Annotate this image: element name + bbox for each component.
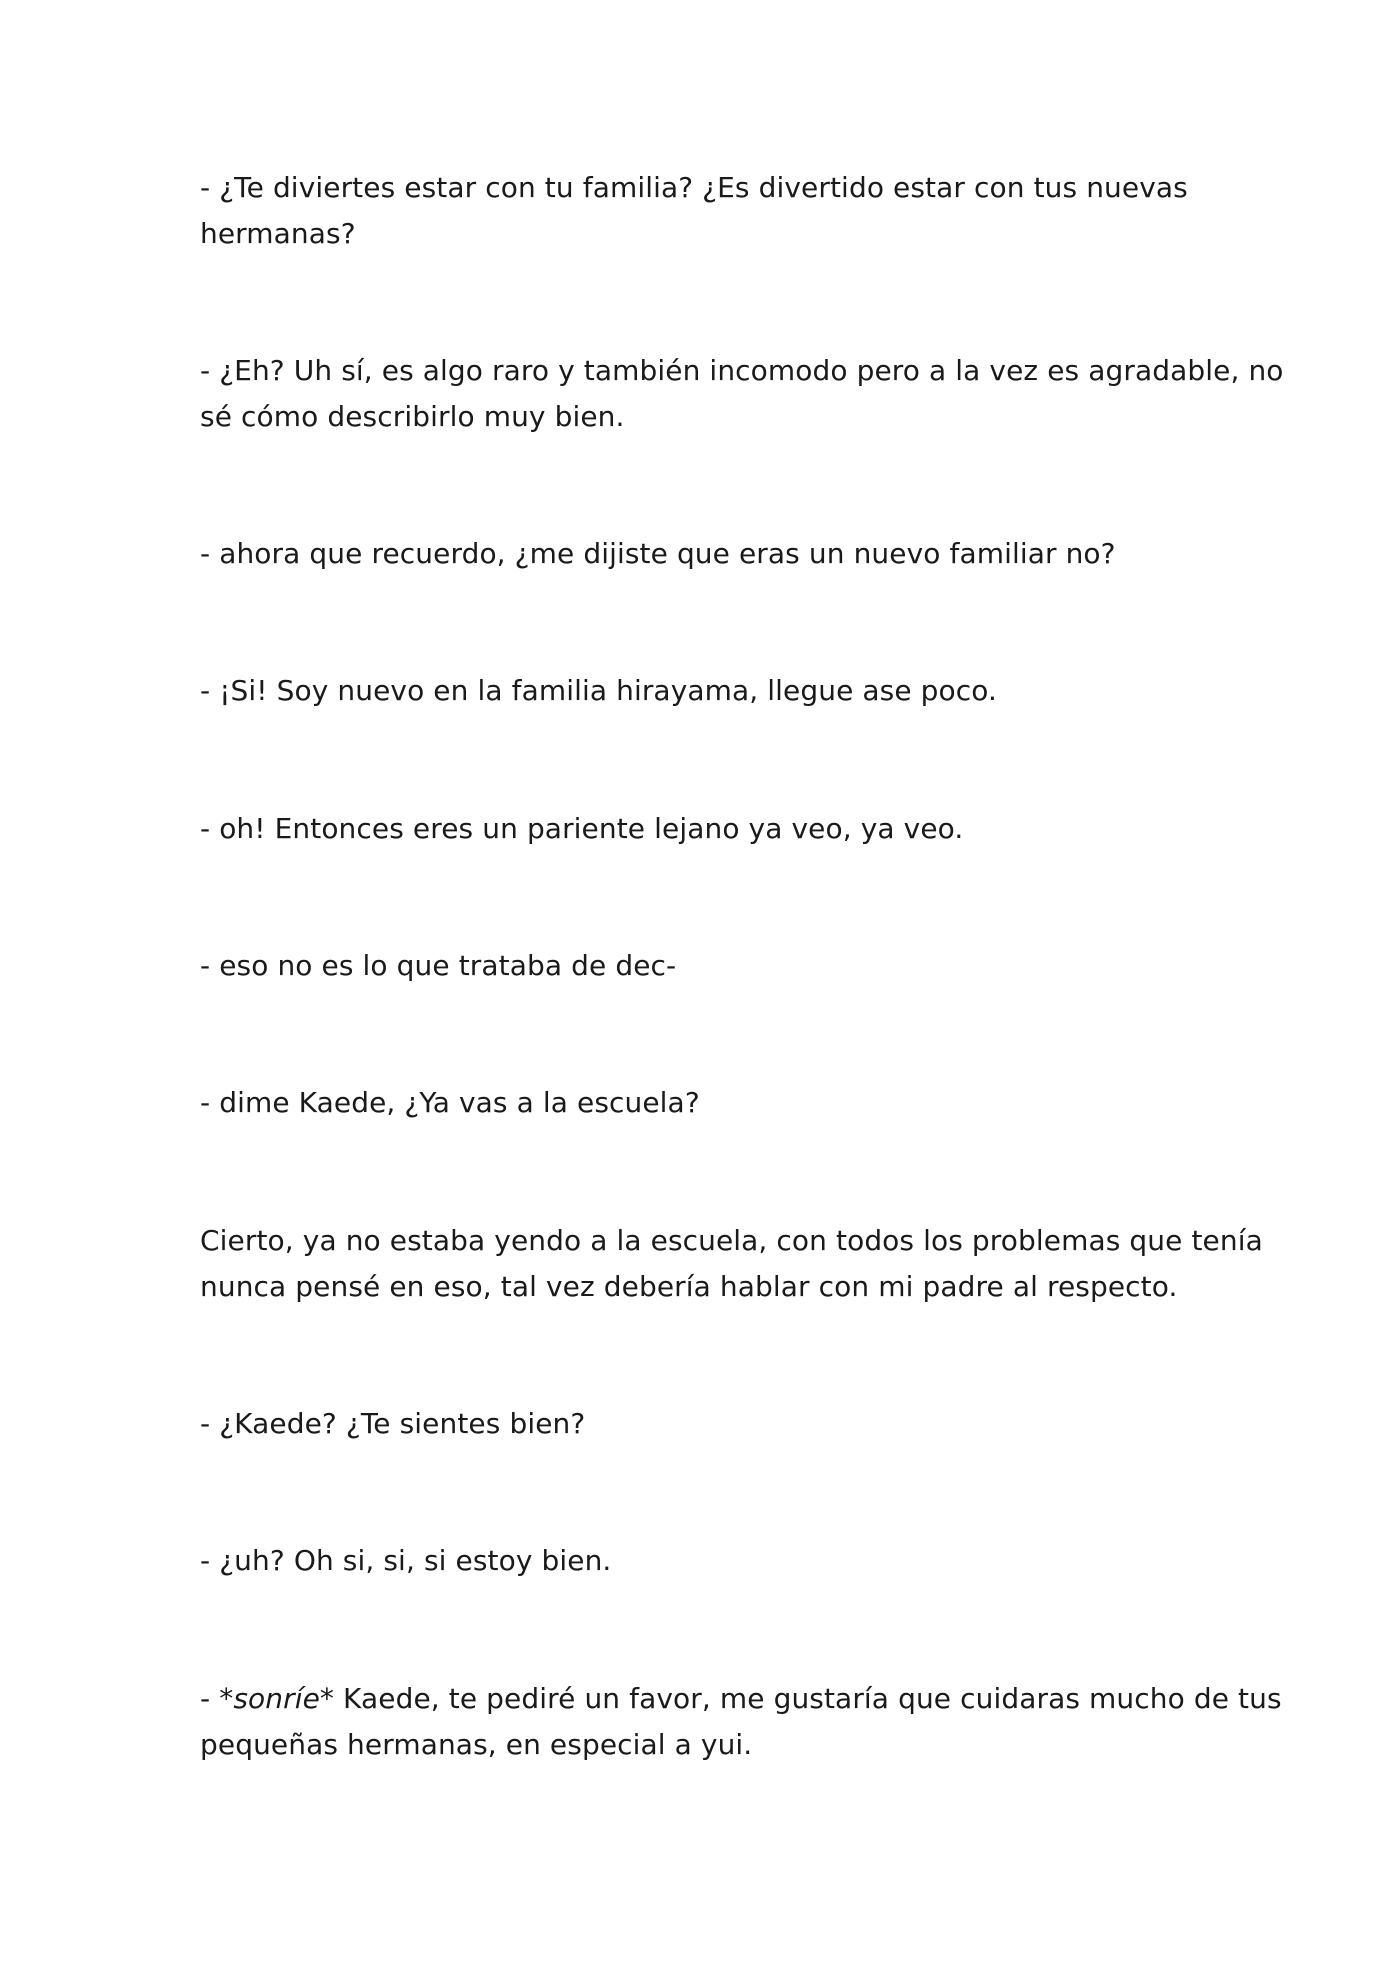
dialogue-text: Kaede, te pediré un favor, me gustaría que cuidaras mucho de tus — [334, 1682, 1282, 1715]
text-line: sé cómo describirlo muy bien. — [200, 400, 625, 433]
text-line: - ¿uh? Oh si, si, si estoy bien. — [200, 1544, 612, 1577]
text-line: hermanas? — [200, 217, 356, 250]
paragraph-9 — [200, 1401, 1200, 1447]
paragraph-1 — [200, 165, 1200, 257]
paragraph-6 — [200, 943, 1200, 989]
action-italic: *sonríe* — [219, 1682, 335, 1715]
paragraph-3 — [200, 531, 1200, 577]
text-line: pequeñas hermanas, en especial a yui. — [200, 1728, 753, 1761]
paragraph-5 — [200, 806, 1200, 852]
paragraph-11 — [200, 1676, 1282, 1768]
text-line: - oh! Entonces eres un pariente lejano ya veo, ya veo. — [200, 812, 964, 845]
paragraph-10 — [200, 1538, 1200, 1584]
paragraph-2 — [200, 348, 1284, 440]
text-line: Cierto, ya no estaba yendo a la escuela, con todos los problemas que tenía — [200, 1224, 1263, 1257]
paragraph-4 — [200, 668, 1200, 714]
paragraph-7 — [200, 1080, 1200, 1126]
text-line: - ¿Te diviertes estar con tu familia? ¿Es divertido estar con tus nuevas — [200, 171, 1188, 204]
text-line: - ¿Kaede? ¿Te sientes bien? — [200, 1407, 586, 1440]
text-line: - dime Kaede, ¿Ya vas a la escuela? — [200, 1086, 700, 1119]
paragraph-8 — [200, 1218, 1263, 1310]
text-line: - ahora que recuerdo, ¿me dijiste que eras un nuevo familiar no? — [200, 537, 1116, 570]
text-line: - ¡Si! Soy nuevo en la familia hirayama, llegue ase poco. — [200, 674, 998, 707]
text-line: - eso no es lo que trataba de dec- — [200, 949, 677, 982]
text-line: nunca pensé en eso, tal vez debería hablar con mi padre al respecto. — [200, 1270, 1178, 1303]
text-line — [200, 1676, 1282, 1722]
dialogue-dash: - — [200, 1682, 220, 1715]
text-line: - ¿Eh? Uh sí, es algo raro y también incomodo pero a la vez es agradable, no — [200, 354, 1284, 387]
